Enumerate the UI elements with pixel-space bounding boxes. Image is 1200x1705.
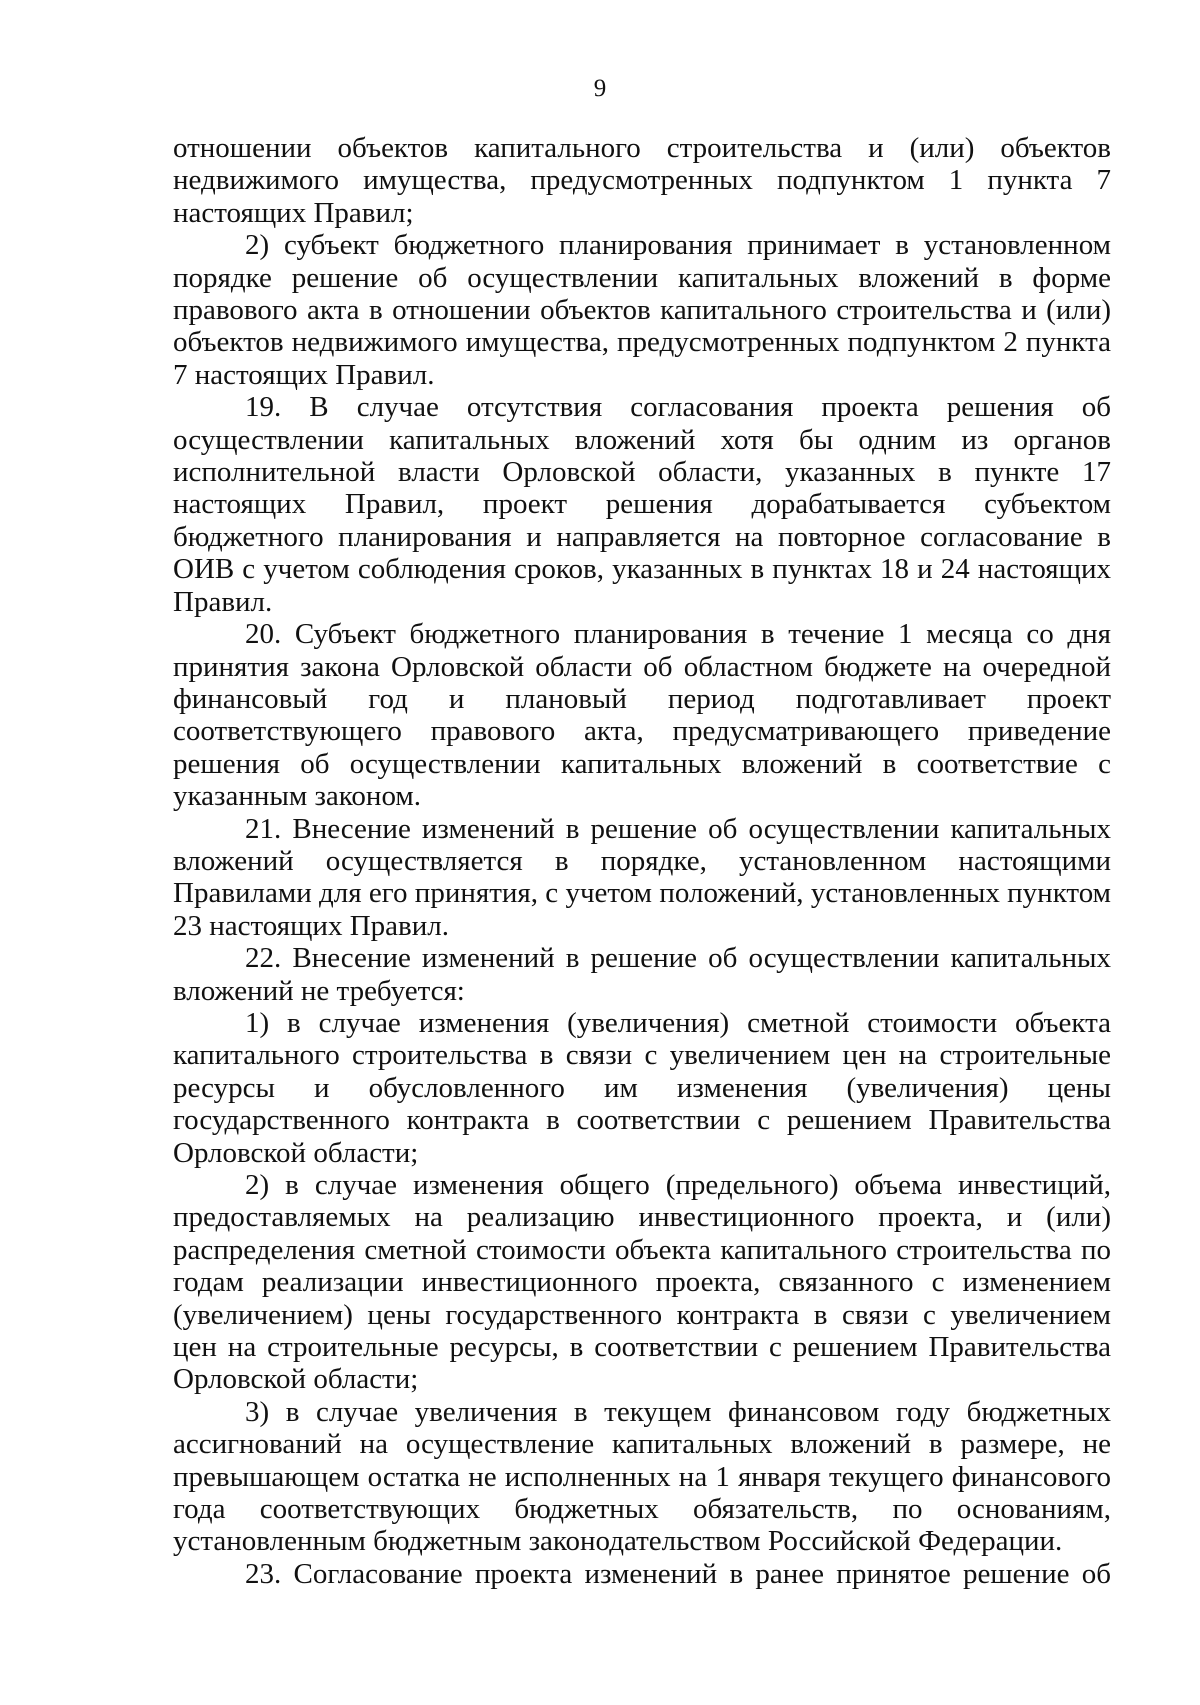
paragraph-clause-22-item-3: 3) в случае увеличения в текущем финансовом году бюджетных ассигнований на осуществление капитальных вложений в размере, не превышающем остатка не исполненных на 1 января текущего финансового года соответствующих бюджетных обязательств, по основаниям, установленным бюджетным законодательством Российской Федерации. (173, 1395, 1111, 1558)
document-text (173, 132, 1111, 1590)
paragraph-item-2: 2) субъект бюджетного планирования принимает в установленном порядке решение об осуществлении капитальных вложений в форме правового акта в отношении объектов капитального строительства и (или) объектов недвижимого имущества, предусмотренных подпунктом 2 пункта 7 настоящих Правил. (173, 229, 1111, 391)
paragraph-clause-22-item-2: 2) в случае изменения общего (предельного) объема инвестиций, предоставляемых на реализацию инвестиционного проекта, и (или) распределения сметной стоимости объекта капитального строительства по годам реализации инвестиционного проекта, связанного с изменением (увеличением) цены государственного контракта в связи с увеличением цен на строительные ресурсы, в соответствии с решением Правительства Орловской области; (173, 1169, 1111, 1396)
paragraph-clause-21: 21. Внесение изменений в решение об осуществлении капитальных вложений осуществляется в порядке, установленном настоящими Правилами для его принятия, с учетом положений, установленных пунктом 23 настоящих Правил. (173, 812, 1111, 942)
paragraph-clause-22-item-1: 1) в случае изменения (увеличения) сметной стоимости объекта капитального строительства в связи с увеличением цен на строительные ресурсы и обусловленного им изменения (увеличения) цены государственного контракта в соответствии с решением Правительства Орловской области; (173, 1006, 1111, 1169)
paragraph-clause-22: 22. Внесение изменений в решение об осуществлении капитальных вложений не требуется: (173, 942, 1111, 1007)
page-number: 9 (593, 75, 607, 102)
paragraph-clause-19: 19. В случае отсутствия согласования проекта решения об осуществлении капитальных вложений хотя бы одним из органов исполнительной власти Орловской области, указанных в пункте 17 настоящих Правил, проект решения дорабатывается субъектом бюджетного планирования и направляется на повторное согласование в ОИВ с учетом соблюдения сроков, указанных в пунктах 18 и 24 настоящих Правил. (173, 391, 1111, 618)
paragraph-clause-20: 20. Субъект бюджетного планирования в течение 1 месяца со дня принятия закона Орловской области об областном бюджете на очередной финансовый год и плановый период подготавливает проект соответствующего правового акта, предусматривающего приведение решения об осуществлении капитальных вложений в соответствие с указанным законом. (173, 618, 1111, 813)
paragraph-continuation: отношении объектов капитального строительства и (или) объектов недвижимого имущества, предусмотренных подпунктом 1 пункта 7 настоящих Правил; (173, 132, 1111, 229)
paragraph-clause-23: 23. Согласование проекта изменений в ранее принятое решение об (245, 1557, 1111, 1590)
